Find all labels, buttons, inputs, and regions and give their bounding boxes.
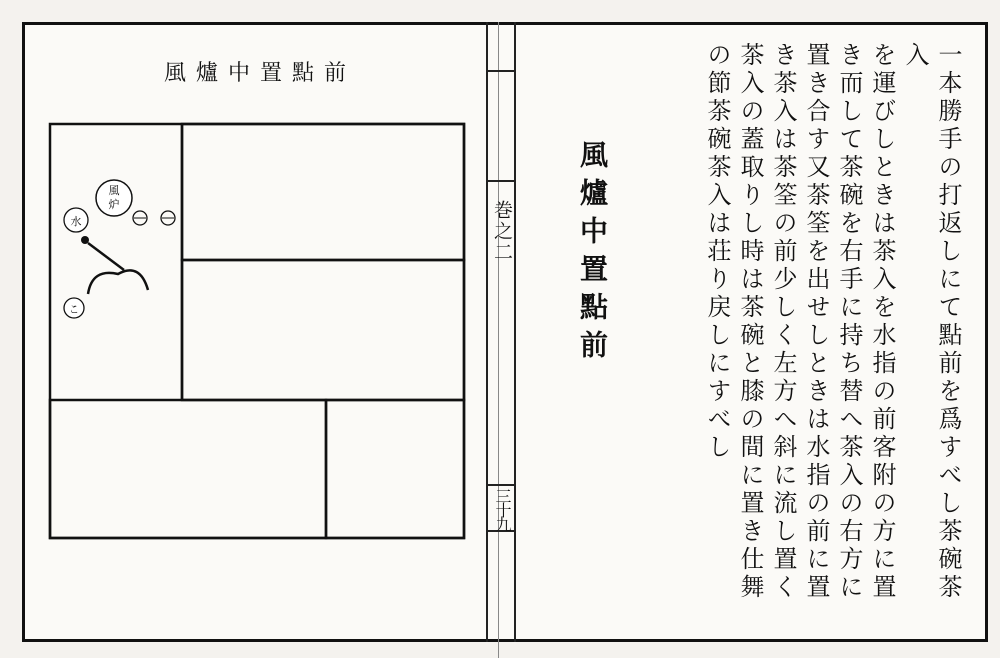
furo-icon (96, 180, 132, 216)
tatami-mat (182, 260, 464, 400)
svg-text:こ: こ (69, 305, 79, 316)
mizusashi-icon (64, 208, 88, 232)
chaire-icon (161, 211, 175, 225)
gutter-tick (488, 484, 514, 486)
body-line: 茶入の蓋取りし時は茶碗と膝の間に置き仕舞 (736, 42, 764, 602)
tatami-mat (50, 400, 326, 538)
page-number: 三十九 (493, 488, 512, 530)
tatami-mat (182, 124, 464, 260)
gutter-tick (488, 180, 514, 182)
gutter-rule-left (486, 22, 488, 642)
tatami-mat (326, 400, 464, 538)
hishaku-icon (81, 236, 124, 270)
body-line: の節茶碗茶入は荘り戻しにすべし (703, 42, 731, 462)
binding-seam (498, 22, 499, 658)
body-line: 置き合す又茶筌を出せしときは水指の前に置 (802, 42, 830, 602)
figure-title: 風爐中置點前 (163, 61, 356, 86)
gutter-tick (488, 70, 514, 72)
svg-text:水: 水 (70, 215, 82, 228)
furo-label-bottom: 炉 (108, 198, 120, 211)
gutter-tick (488, 530, 514, 532)
body-line: き而して茶碗を右手に持ち替へ茶入の右方に (835, 42, 863, 602)
body-line: 一本勝手の打返しにて點前を爲すべし茶碗茶入 (901, 42, 962, 602)
body-line: を運びしときは茶入を水指の前客附の方に置 (868, 42, 896, 602)
koboshi-icon (64, 298, 84, 318)
host-figure (88, 270, 148, 294)
chawan-icon (133, 211, 147, 225)
body-text (664, 42, 964, 622)
gutter-rule-right (514, 22, 516, 642)
body-line: き茶入は茶筌の前少しく左方へ斜に流し置く (769, 42, 797, 602)
section-heading: 風爐中置點前 (576, 140, 609, 368)
furo-label-top: 風 (108, 184, 120, 197)
tatami-diagram (48, 122, 468, 542)
volume-label: 巻之二 (491, 200, 513, 263)
